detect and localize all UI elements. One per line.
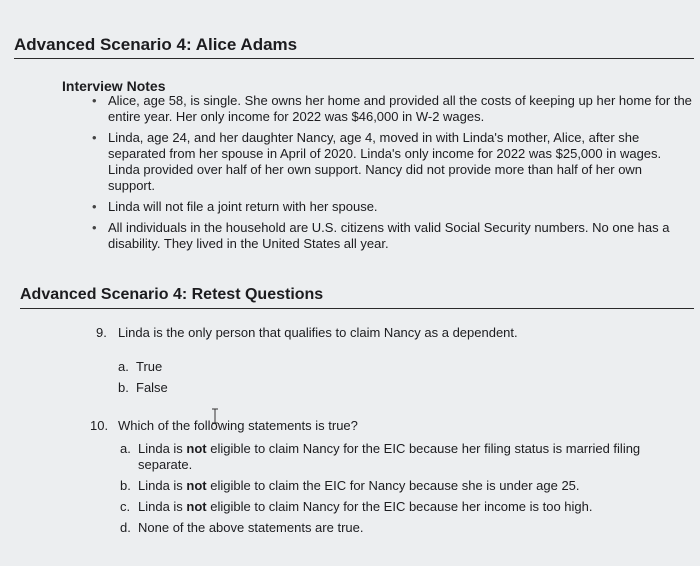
option-emphasis: not (186, 499, 207, 514)
option-label: a. (118, 359, 129, 374)
option-text: None of the above statements are true. (138, 520, 364, 535)
note-item: • Alice, age 58, is single. She owns her home and provided all the costs of keeping up her home for the entire year. Her only income for 2022 was $46,000 in W-2 wages. (92, 93, 692, 125)
note-item: • All individuals in the household are U.S. citizens with valid Social Security numbers. No one has a disability. They lived in the United States all year. (92, 220, 692, 252)
option-text: eligible to claim Nancy for the EIC because her filing status is married filing separate. (138, 441, 641, 472)
retest-title: Advanced Scenario 4: Retest Questions (20, 286, 694, 309)
question-10-options (120, 441, 680, 541)
option-text: eligible to claim the EIC for Nancy because she is under age 25. (206, 478, 580, 493)
option-text: eligible to claim Nancy for the EIC because her income is too high. (206, 499, 593, 514)
option-text: Linda is (138, 441, 187, 456)
answer-option-a[interactable] (118, 359, 168, 375)
question-text: Linda is the only person that qualifies to claim Nancy as a dependent. (118, 325, 518, 340)
option-label: b. (120, 478, 131, 493)
option-label: b. (118, 380, 129, 395)
question-number: 10. (90, 418, 109, 433)
option-text: True (136, 359, 163, 374)
answer-option-c[interactable] (120, 499, 680, 515)
option-label: a. (120, 441, 131, 456)
answer-option-b[interactable] (118, 380, 168, 396)
option-label: d. (120, 520, 131, 535)
question-text: Which of the following statements is true? (118, 418, 358, 433)
option-text: Linda is (138, 499, 187, 514)
option-emphasis: not (186, 441, 207, 456)
page-title: Advanced Scenario 4: Alice Adams (14, 35, 694, 59)
answer-option-b[interactable] (120, 478, 680, 494)
question-number: 9. (96, 325, 107, 340)
option-text: False (136, 380, 168, 395)
question-9-options (118, 359, 168, 401)
note-item: • Linda, age 24, and her daughter Nancy, age 4, moved in with Linda's mother, Alice, after she separated from her spouse in April of 2020. Linda's only income for 2022 was $25,000 in wages. Linda provided over half of her own support. Nancy did not provide more than half of her own support. (92, 130, 692, 194)
note-item: • Linda will not file a joint return with her spouse. (92, 199, 692, 215)
interview-notes-title: Interview Notes (62, 78, 166, 94)
option-emphasis: not (186, 478, 207, 493)
option-text: Linda is (138, 478, 187, 493)
option-label: c. (120, 499, 131, 514)
answer-option-d[interactable] (120, 520, 680, 536)
interview-notes-list (92, 93, 692, 257)
answer-option-a[interactable] (120, 441, 680, 473)
